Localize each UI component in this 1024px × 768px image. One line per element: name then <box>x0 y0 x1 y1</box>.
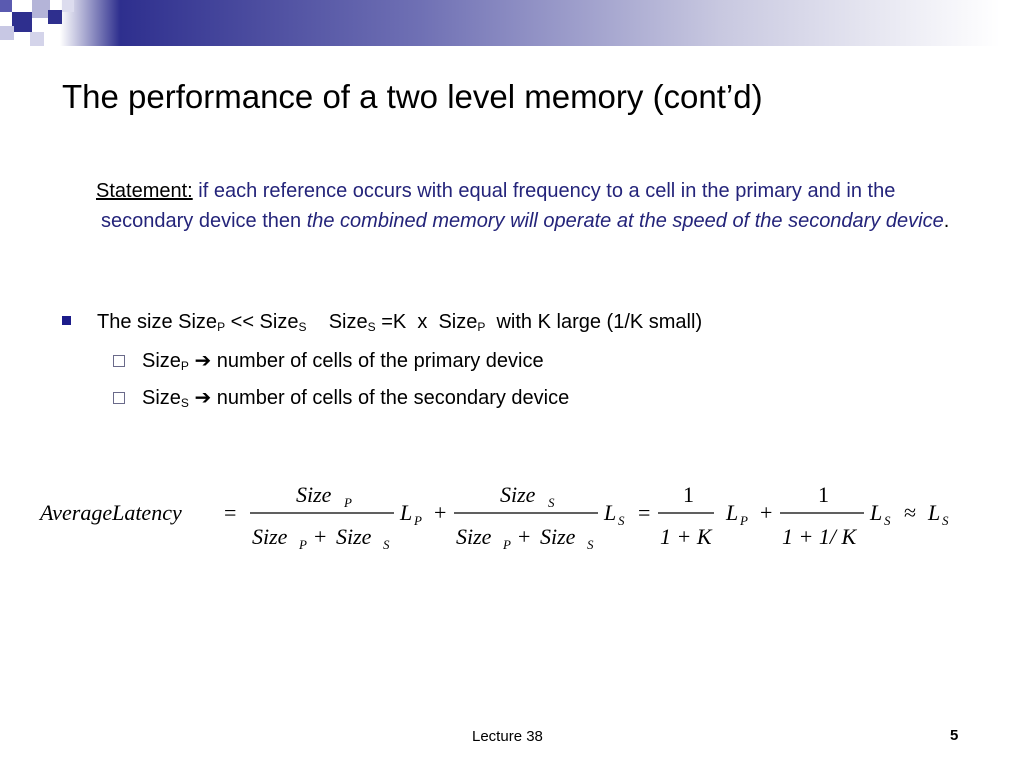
statement-paragraph <box>96 176 981 236</box>
square-bullet-icon <box>62 316 71 325</box>
sub-bullet-text: Size <box>142 387 181 409</box>
bullet-text: Size <box>306 311 368 333</box>
frac1-denominator: Size <box>336 524 372 549</box>
subscript: S <box>942 513 949 528</box>
header-square-decoration <box>62 0 74 12</box>
subscript: S <box>587 537 594 552</box>
subscript: S <box>180 396 189 410</box>
sub-bullet-text: number of cells of the secondary device <box>211 387 570 409</box>
bullet-text: =K x Size <box>375 311 478 333</box>
frac1-numerator: Size <box>296 482 332 507</box>
subscript: P <box>503 537 511 552</box>
latency-symbol: L <box>870 500 883 525</box>
latency-symbol: L <box>604 500 617 525</box>
statement-end: . <box>943 210 950 232</box>
equation-lhs: AverageLatency <box>40 500 182 525</box>
bullet-text: with K large (1/K small) <box>485 311 703 333</box>
frac3-denominator: 1 + K <box>660 524 712 549</box>
average-latency-equation <box>38 478 998 558</box>
subscript: S <box>618 513 625 528</box>
equals-sign: = <box>224 500 237 525</box>
plus-sign: + <box>518 524 531 549</box>
sub-bullet-secondary <box>113 385 569 410</box>
header-square-decoration <box>48 10 62 24</box>
subscript: P <box>180 359 189 373</box>
bullet-text: << Size <box>225 311 299 333</box>
plus-sign: + <box>760 500 773 525</box>
frac4-denominator: 1 + 1/ K <box>782 524 857 549</box>
subscript: P <box>299 537 307 552</box>
latency-symbol: L <box>928 500 941 525</box>
latency-symbol: L <box>400 500 413 525</box>
subscript: P <box>477 320 486 334</box>
latency-symbol: L <box>726 500 739 525</box>
frac3-numerator: 1 <box>683 482 694 507</box>
sub-bullet-text: number of cells of the primary device <box>211 350 544 372</box>
subscript: S <box>298 320 307 334</box>
subscript: S <box>367 320 376 334</box>
subscript: S <box>383 537 390 552</box>
approx-sign: ≈ <box>904 500 917 525</box>
bullet-size-relation <box>62 311 702 334</box>
hollow-square-bullet-icon <box>113 392 125 404</box>
frac2-denominator: Size <box>456 524 492 549</box>
header-square-decoration <box>30 32 44 46</box>
header-square-decoration <box>0 26 14 40</box>
statement-emphasis: the combined memory will operate at the speed of the secondary device <box>306 210 944 232</box>
slide-title: The performance of a two level memory (cont’d) <box>62 78 763 115</box>
subscript: P <box>740 513 748 528</box>
subscript: P <box>344 495 352 510</box>
header-square-decoration <box>0 0 12 12</box>
subscript: S <box>548 495 555 510</box>
frac4-numerator: 1 <box>818 482 829 507</box>
frac2-denominator: Size <box>540 524 576 549</box>
subscript: P <box>217 320 226 334</box>
equals-sign: = <box>638 500 651 525</box>
footer-lecture-label: Lecture 38 <box>472 728 543 745</box>
right-arrow-icon: ➔ <box>194 350 212 372</box>
statement-label: Statement: <box>96 180 193 202</box>
page-number: 5 <box>950 727 959 744</box>
plus-sign: + <box>314 524 327 549</box>
hollow-square-bullet-icon <box>113 355 125 367</box>
statement-text: if each reference occurs with equal frequency to a cell in the primary and in the secondary device then <box>101 180 896 232</box>
right-arrow-icon: ➔ <box>194 387 212 409</box>
frac1-denominator: Size <box>252 524 288 549</box>
header-square-decoration <box>12 12 32 32</box>
sub-bullet-primary <box>113 348 544 373</box>
frac2-numerator: Size <box>500 482 536 507</box>
subscript: P <box>414 513 422 528</box>
plus-sign: + <box>434 500 447 525</box>
bullet-text: The size Size <box>97 311 218 333</box>
subscript: S <box>884 513 891 528</box>
header-gradient-bar <box>0 0 1024 46</box>
sub-bullet-text: Size <box>142 350 181 372</box>
